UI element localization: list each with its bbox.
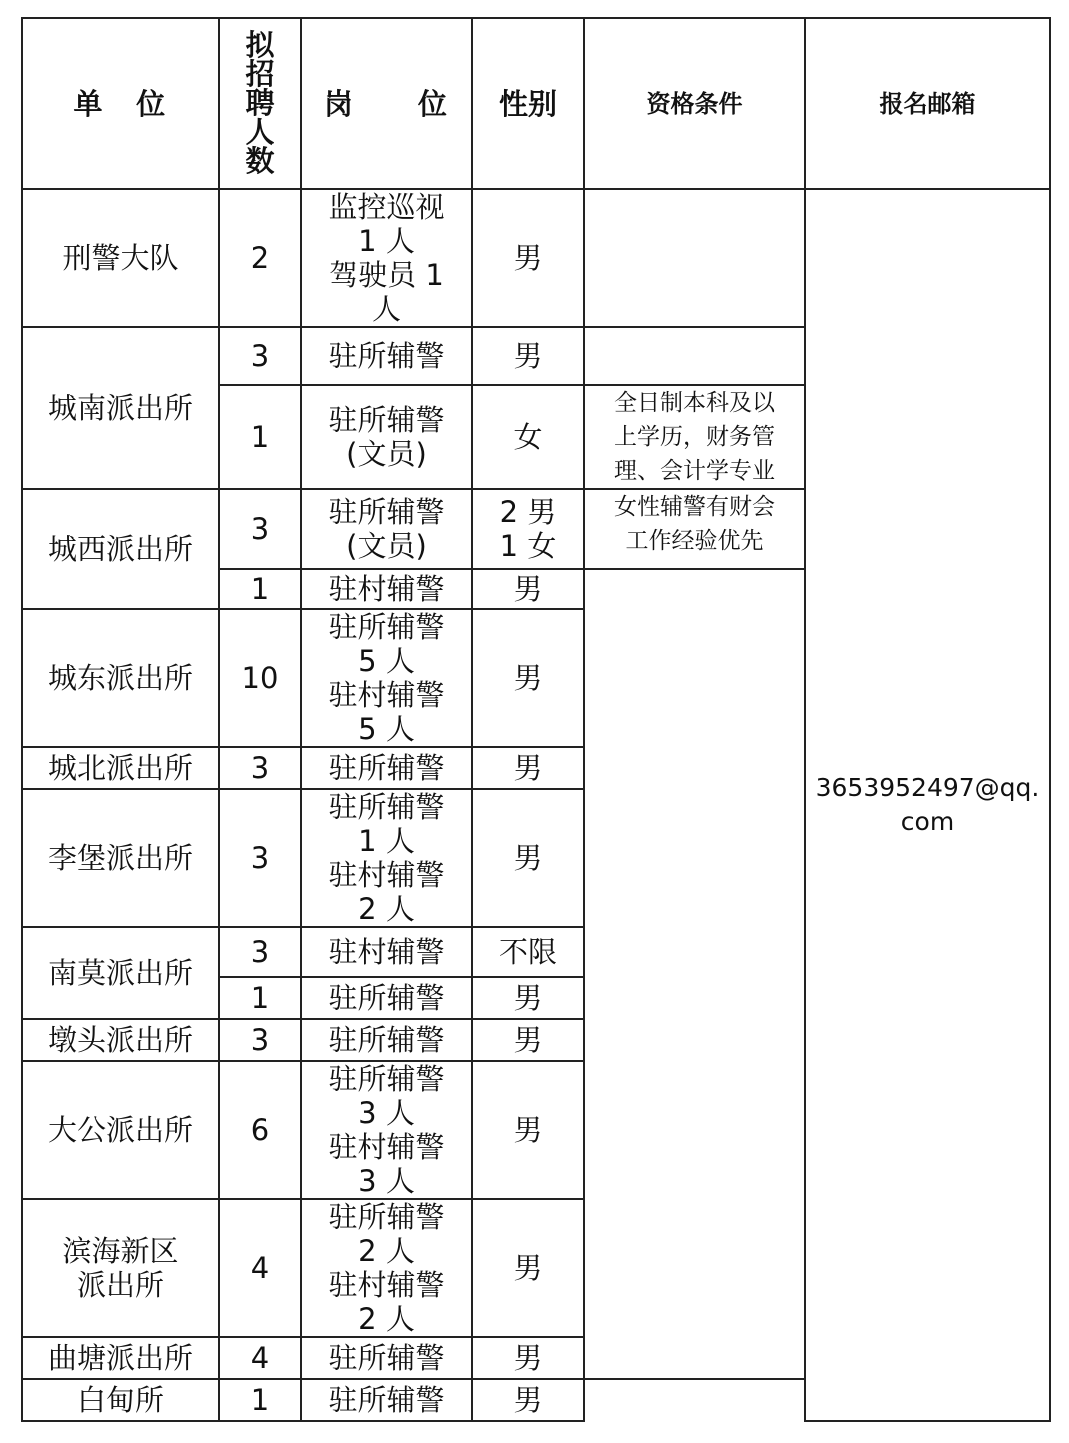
header-count: 拟 招 聘 人 数 (219, 18, 301, 189)
header-unit: 单 位 (22, 18, 219, 189)
count-cell: 2 (219, 189, 301, 327)
post-cell: 驻所辅警 (文员) (301, 385, 472, 489)
gender-cell: 男 (472, 327, 584, 385)
unit-cell: 刑警大队 (22, 189, 219, 327)
gender-cell: 女 (472, 385, 584, 489)
header-post: 岗 位 (301, 18, 472, 189)
unit-cell: 滨海新区 派出所 (22, 1199, 219, 1337)
count-cell: 4 (219, 1337, 301, 1379)
header-qualification: 资格条件 (584, 18, 805, 189)
unit-cell: 城西派出所 (22, 489, 219, 609)
count-cell: 3 (219, 327, 301, 385)
post-cell: 驻所辅警 (301, 747, 472, 789)
qualification-cell (584, 569, 805, 1379)
email-cell: 3653952497@qq.com (805, 189, 1050, 1421)
count-cell: 4 (219, 1199, 301, 1337)
count-cell: 1 (219, 385, 301, 489)
gender-cell: 男 (472, 1379, 584, 1421)
post-cell: 驻所辅警 (文员) (301, 489, 472, 569)
gender-cell: 男 (472, 1061, 584, 1199)
gender-cell: 男 (472, 1337, 584, 1379)
post-cell: 驻所辅警 5 人 驻村辅警 5 人 (301, 609, 472, 747)
count-cell: 3 (219, 1019, 301, 1061)
count-cell: 3 (219, 489, 301, 569)
gender-cell: 男 (472, 569, 584, 609)
table-row (22, 189, 1050, 327)
count-cell: 10 (219, 609, 301, 747)
qualification-cell (584, 327, 805, 385)
unit-cell: 墩头派出所 (22, 1019, 219, 1061)
recruitment-table (21, 17, 1051, 1422)
qualification-cell: 全日制本科及以 上学历，财务管 理、会计学专业 (584, 385, 805, 489)
gender-cell: 男 (472, 747, 584, 789)
count-cell: 3 (219, 747, 301, 789)
unit-cell: 城东派出所 (22, 609, 219, 747)
gender-cell: 男 (472, 189, 584, 327)
post-cell: 驻村辅警 (301, 927, 472, 977)
header-email: 报名邮箱 (805, 18, 1050, 189)
qualification-cell: 女性辅警有财会 工作经验优先 (584, 489, 805, 569)
count-cell: 3 (219, 927, 301, 977)
count-cell: 3 (219, 789, 301, 927)
unit-cell: 大公派出所 (22, 1061, 219, 1199)
post-cell: 监控巡视 1 人 驾驶员 1 人 (301, 189, 472, 327)
post-cell: 驻所辅警 (301, 327, 472, 385)
post-cell: 驻所辅警 (301, 1337, 472, 1379)
unit-cell: 城南派出所 (22, 327, 219, 489)
count-cell: 1 (219, 569, 301, 609)
count-cell: 1 (219, 1379, 301, 1421)
post-cell: 驻所辅警 (301, 1019, 472, 1061)
unit-cell: 城北派出所 (22, 747, 219, 789)
gender-cell: 男 (472, 609, 584, 747)
gender-cell: 男 (472, 1019, 584, 1061)
gender-cell: 男 (472, 789, 584, 927)
post-cell: 驻所辅警 (301, 977, 472, 1019)
header-row (22, 18, 1050, 189)
qualification-cell (584, 189, 805, 327)
post-cell: 驻所辅警 2 人 驻村辅警 2 人 (301, 1199, 472, 1337)
unit-cell: 曲塘派出所 (22, 1337, 219, 1379)
gender-cell: 2 男 1 女 (472, 489, 584, 569)
gender-cell: 男 (472, 1199, 584, 1337)
post-cell: 驻所辅警 1 人 驻村辅警 2 人 (301, 789, 472, 927)
count-cell: 1 (219, 977, 301, 1019)
unit-cell: 李堡派出所 (22, 789, 219, 927)
header-gender: 性别 (472, 18, 584, 189)
unit-cell: 白甸所 (22, 1379, 219, 1421)
post-cell: 驻所辅警 3 人 驻村辅警 3 人 (301, 1061, 472, 1199)
gender-cell: 不限 (472, 927, 584, 977)
post-cell: 驻村辅警 (301, 569, 472, 609)
gender-cell: 男 (472, 977, 584, 1019)
count-cell: 6 (219, 1061, 301, 1199)
unit-cell: 南莫派出所 (22, 927, 219, 1019)
post-cell: 驻所辅警 (301, 1379, 472, 1421)
